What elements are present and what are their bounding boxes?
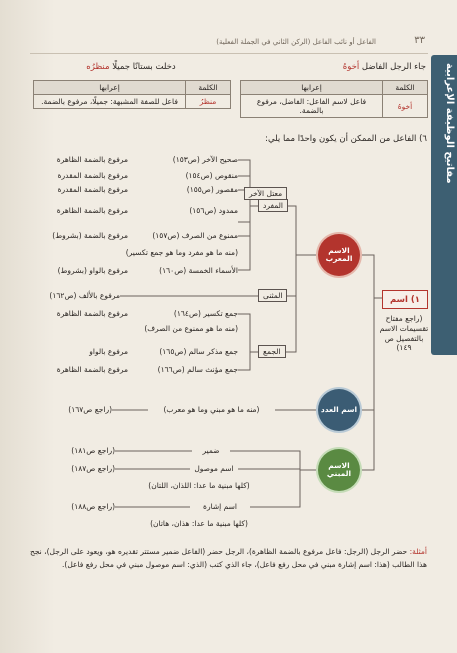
ref-damir: (راجع ص١٨١) (71, 446, 115, 455)
type-damir: ضمير (202, 446, 220, 455)
col-word: الكلمة (186, 81, 231, 95)
case-muannath: مرفوع بالضمة الظاهرة (56, 365, 128, 374)
type-mawsul: اسم موصول (194, 464, 234, 473)
ref-ishara: (راجع ص١٨٨) (71, 502, 115, 511)
cell-word: منظرُ (186, 95, 231, 109)
case-mamnu3: مرفوع بالضمة (بشروط) (52, 231, 128, 240)
adad-note: (منه ما هو مبني وما هو معرب) (163, 405, 260, 414)
note-mamnu3: (منه ما هو مفرد وما هو جمع تكسير) (125, 248, 238, 257)
note-lead: أمثلة: (409, 547, 427, 556)
case-maqsur: مرفوع بالضمة المقدرة (57, 185, 128, 194)
note-taksir: (منه ما هو ممنوع من الصرف) (144, 324, 238, 333)
muthanna-box: المثنى (258, 289, 287, 302)
mu3tal-box: معتل الآخر (244, 187, 287, 200)
case-mudhakkar: مرفوع بالواو (89, 347, 128, 356)
case-taksir: مرفوع بالضمة الظاهرة (56, 309, 128, 318)
ism-box: ١) اسم (382, 290, 428, 309)
note-ishara: (كلها مبنية ما عدا: هذان، هاتان) (150, 519, 248, 528)
note-mawsul: (كلها مبنية ما عدا: اللذان، اللتان) (148, 481, 250, 490)
cell-i3rab: فاعل لاسم الفاعل: الفاضل، مرفوع بالضمة. (241, 95, 383, 118)
type-mamdud: ممدود (ص١٥٦) (189, 206, 238, 215)
case-manqus: مرفوع بالضمة المقدرة (57, 171, 128, 180)
type-ishara: اسم إشارة (203, 502, 237, 511)
section-title: ٦) الفاعل من الممكن أن يكون واحدًا مما يلي: (265, 134, 427, 144)
case-muthanna: مرفوع بالألف (ص١٦٢) (49, 291, 120, 300)
col-word: الكلمة (383, 81, 428, 95)
type-sahih: صحيح الآخر (ص١٥٣) (172, 155, 238, 164)
mu3rab-circle: الاسم المعرب (318, 234, 360, 276)
mufrad-box: المفرد (258, 199, 288, 212)
adad-circle: اسم العدد (318, 389, 360, 431)
jam3-box: الجمع (258, 345, 286, 358)
type-muannath: جمع مؤنث سالم (ص١٦٦) (157, 365, 238, 374)
side-tab-label: مفاتيح الوظيفة الإعرابية (444, 63, 455, 184)
type-mamnu3: ممنوع من الصرف (ص١٥٧) (152, 231, 238, 240)
example-right-sentence: جاء الرجل الفاضل أخوهُ (342, 62, 426, 72)
example-right-highlight: أخوهُ (342, 62, 360, 72)
ism-note: (راجع مفتاح تقسيمات الاسم بالتفصيل ص ١٤٩) (379, 314, 429, 353)
type-maqsur: مقصور (ص١٥٥) (186, 185, 238, 194)
case-mamdud: مرفوع بالضمة الظاهرة (56, 206, 128, 215)
adad-ref: (راجع ص١٦٧) (68, 405, 112, 414)
type-asma-khamsa: الأسماء الخمسة (ص١٦٠) (159, 266, 238, 275)
case-sahih: مرفوع بالضمة الظاهرة (56, 155, 128, 164)
ref-mawsul: (راجع ص١٨٧) (71, 464, 115, 473)
mabni-circle: الاسم المبني (318, 449, 360, 491)
cell-word: أخوهُ (383, 95, 428, 118)
case-asma-khamsa: مرفوع بالواو (بشروط) (57, 266, 128, 275)
col-i3rab: إعرابها (241, 81, 383, 95)
running-title: الفاعل أو نائب الفاعل (الركن الثاني في الجملة الفعلية) (216, 38, 376, 46)
type-mudhakkar: جمع مذكر سالم (ص١٦٥) (159, 347, 238, 356)
example-left-highlight: منظرُه (86, 62, 110, 72)
examples-note (30, 545, 427, 571)
example-left-sentence: دخلت بستانًا جميلًا منظرُه (86, 62, 176, 72)
page-number: ٣٣ (414, 35, 425, 46)
cell-i3rab: فاعل للصفة المشبهة: جميلًا، مرفوع بالضمة. (34, 95, 186, 109)
col-i3rab: إعرابها (34, 81, 186, 95)
type-taksir: جمع تكسير (ص١٦٤) (173, 309, 238, 318)
note-body: حضر الرجل (الرجل: فاعل مرفوع بالضمة الظاهرة)، الرجل حضر (الفاعل ضمير مستتر تقديره هو، ويعود على الرجل)، نجح هذا الطالب (هذا: اسم إشارة مبني في محل رفع فاعل)، جاء الذي كتب (الذي: اسم موصول مبني في محل رفع فاعل). (30, 547, 427, 570)
type-manqus: منقوص (ص١٥٤) (185, 171, 238, 180)
